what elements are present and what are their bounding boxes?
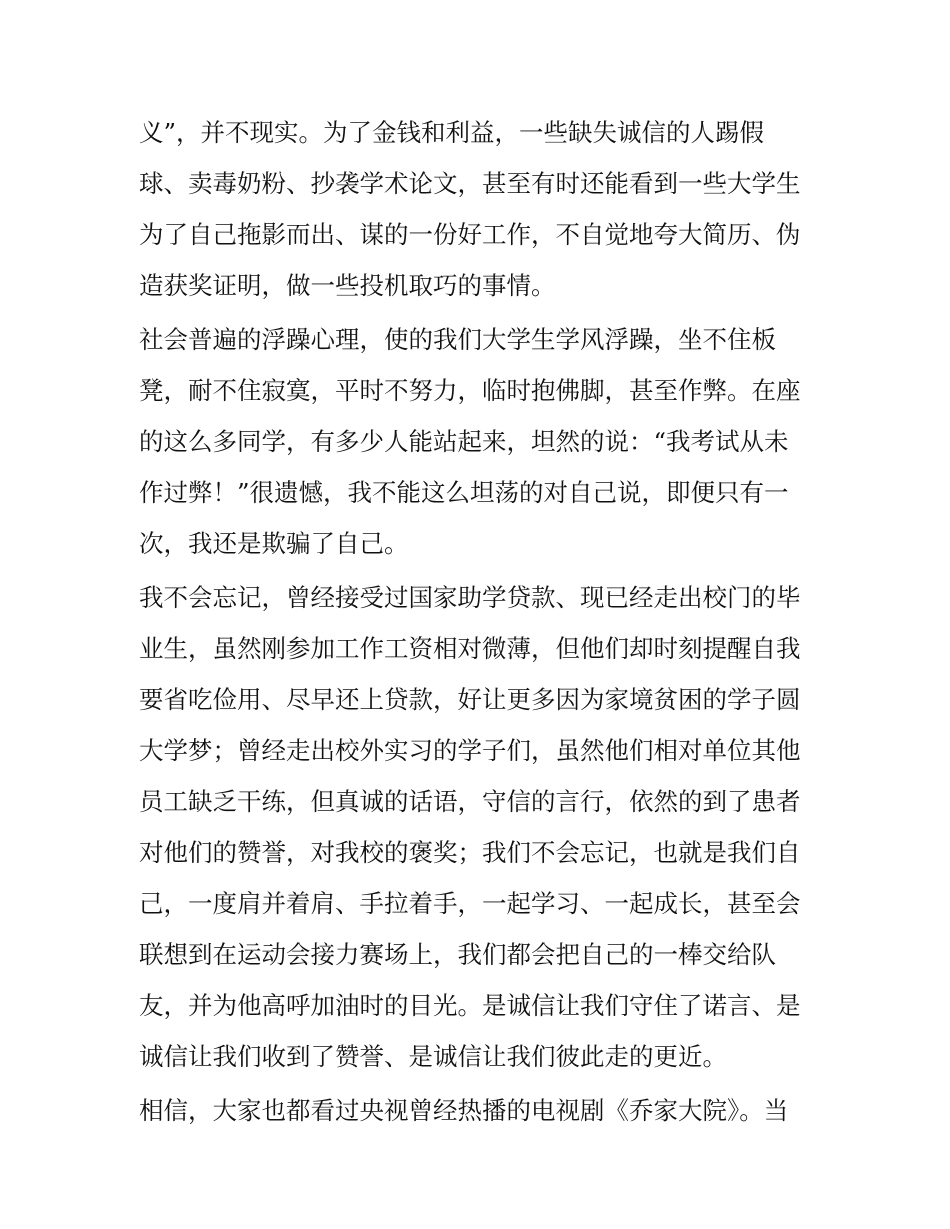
text-line: 友，并为他高呼加油时的目光。是诚信让我们守住了诺言、是 xyxy=(139,991,801,1020)
text-line: 我不会忘记，曾经接受过国家助学贷款、现已经走出校门的毕 xyxy=(139,583,801,612)
text-line: 大学梦；曾经走出校外实习的学子们，虽然他们相对单位其他 xyxy=(139,736,801,765)
text-line: 联想到在运动会接力赛场上，我们都会把自己的一棒交给队 xyxy=(139,940,776,969)
text-line: 球、卖毒奶粉、抄袭学术论文，甚至有时还能看到一些大学生 xyxy=(139,169,801,198)
text-line: 业生，虽然刚参加工作工资相对微薄，但他们却时刻提醒自我 xyxy=(139,634,801,663)
document-body xyxy=(139,107,819,1136)
text-line: 的这么多同学，有多少人能站起来，坦然的说：“我考试从未 xyxy=(139,427,789,456)
text-line: 义”，并不现实。为了金钱和利益，一些缺失诚信的人踢假 xyxy=(139,118,765,147)
text-line: 对他们的赞誉，对我校的褒奖；我们不会忘记，也就是我们自 xyxy=(139,838,801,867)
text-line: 诚信让我们收到了赞誉、是诚信让我们彼此走的更近。 xyxy=(139,1042,727,1071)
text-line: 社会普遍的浮躁心理，使的我们大学生学风浮躁，坐不住板 xyxy=(139,325,776,354)
text-line: 要省吃俭用、尽早还上贷款，好让更多因为家境贫困的学子圆 xyxy=(139,685,801,714)
text-line: 作过弊！”很遗憾，我不能这么坦荡的对自己说，即便只有一 xyxy=(139,478,789,507)
paragraph-3 xyxy=(139,572,819,1082)
text-line: 己，一度肩并着肩、手拉着手，一起学习、一起成长，甚至会 xyxy=(139,889,801,918)
text-line: 为了自己拖影而出、谋的一份好工作，不自觉地夸大简历、伪 xyxy=(139,220,801,249)
paragraph-2 xyxy=(139,314,819,569)
text-line: 员工缺乏干练，但真诚的话语，守信的言行，依然的到了患者 xyxy=(139,787,801,816)
text-line: 凳，耐不住寂寞，平时不努力，临时抱佛脚，甚至作弊。在座 xyxy=(139,376,801,405)
paragraph-1 xyxy=(139,107,819,311)
paragraph-4 xyxy=(139,1085,819,1136)
text-line: 相信，大家也都看过央视曾经热播的电视剧《乔家大院》。当 xyxy=(139,1096,789,1125)
text-line: 次，我还是欺骗了自己。 xyxy=(139,529,409,558)
text-line: 造获奖证明，做一些投机取巧的事情。 xyxy=(139,271,556,300)
